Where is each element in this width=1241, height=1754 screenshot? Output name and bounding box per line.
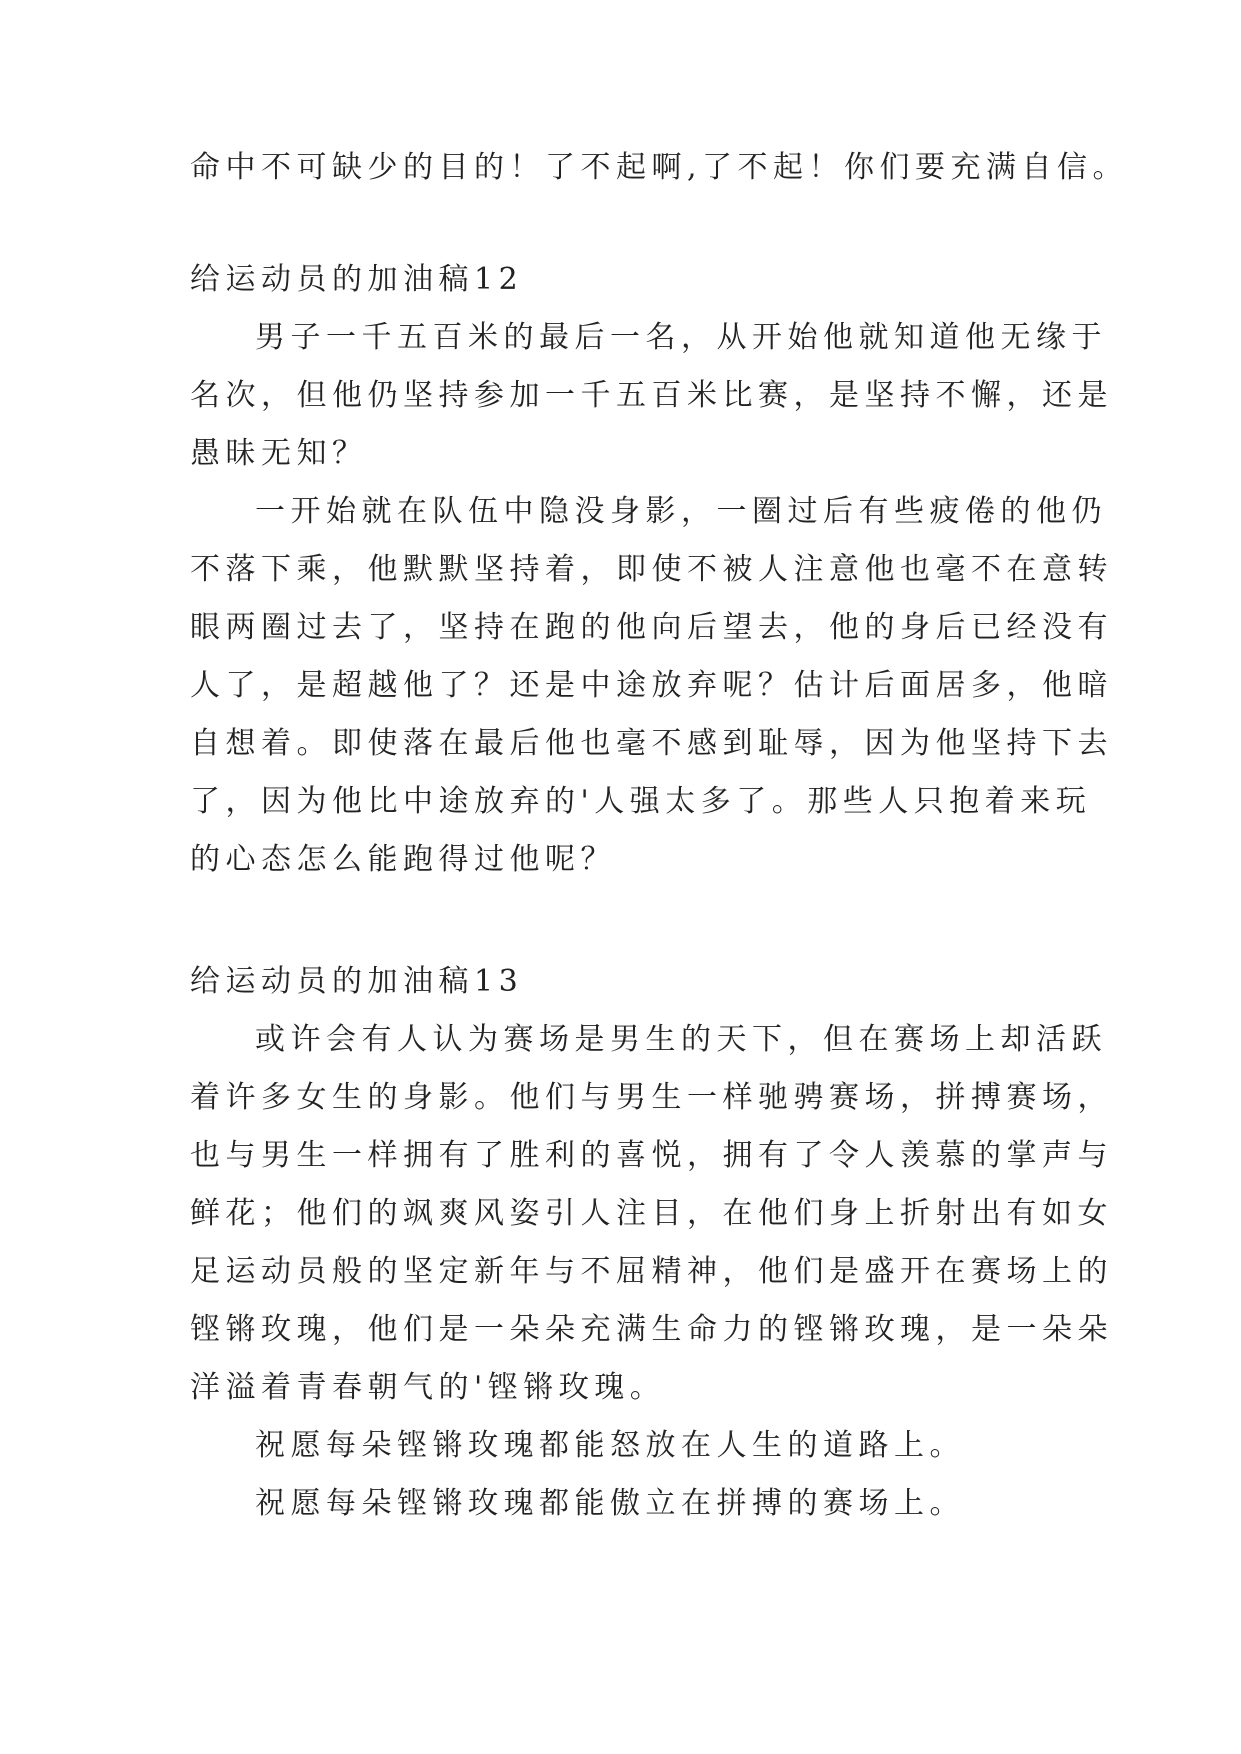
paragraph-line: 着许多女生的身影。他们与男生一样驰骋赛场，拼搏赛场， [190,1080,1113,1115]
paragraph-line: 人了，是超越他了？还是中途放弃呢？估计后面居多，他暗 [190,668,1113,703]
paragraph-line: 男子一千五百米的最后一名，从开始他就知道他无缘于 [255,320,1107,355]
continuation-line: 命中不可缺少的目的！了不起啊,了不起！你们要充满自信。 [190,150,1129,185]
paragraph-line: 的心态怎么能跑得过他呢？ [190,842,616,877]
paragraph-line: 名次，但他仍坚持参加一千五百米比赛，是坚持不懈，还是 [190,378,1113,413]
paragraph-line: 足运动员般的坚定新年与不屈精神，他们是盛开在赛场上的 [190,1254,1113,1289]
paragraph-line: 自想着。即使落在最后他也毫不感到耻辱，因为他坚持下去 [190,726,1113,761]
paragraph-line: 愚昧无知？ [190,436,368,471]
paragraph-line: 也与男生一样拥有了胜利的喜悦，拥有了令人羡慕的掌声与 [190,1138,1113,1173]
paragraph-line: 铿锵玫瑰，他们是一朵朵充满生命力的铿锵玫瑰，是一朵朵 [190,1312,1113,1347]
paragraph-line: 洋溢着青春朝气的'铿锵玫瑰。 [190,1370,666,1405]
section-heading: 给运动员的加油稿13 [190,964,524,999]
paragraph-line: 眼两圈过去了，坚持在跑的他向后望去，他的身后已经没有 [190,610,1113,645]
paragraph-line: 或许会有人认为赛场是男生的天下，但在赛场上却活跃 [255,1022,1107,1057]
paragraph-line: 了，因为他比中途放弃的'人强太多了。那些人只抱着来玩 [190,784,1092,819]
paragraph-line: 一开始就在队伍中隐没身影，一圈过后有些疲倦的他仍 [255,494,1107,529]
paragraph-line: 不落下乘，他默默坚持着，即使不被人注意他也毫不在意转 [190,552,1113,587]
paragraph-line: 鲜花；他们的飒爽风姿引人注目，在他们身上折射出有如女 [190,1196,1113,1231]
paragraph-line: 祝愿每朵铿锵玫瑰都能怒放在人生的道路上。 [255,1428,965,1463]
section-heading: 给运动员的加油稿12 [190,262,524,297]
paragraph-line: 祝愿每朵铿锵玫瑰都能傲立在拼搏的赛场上。 [255,1486,965,1521]
